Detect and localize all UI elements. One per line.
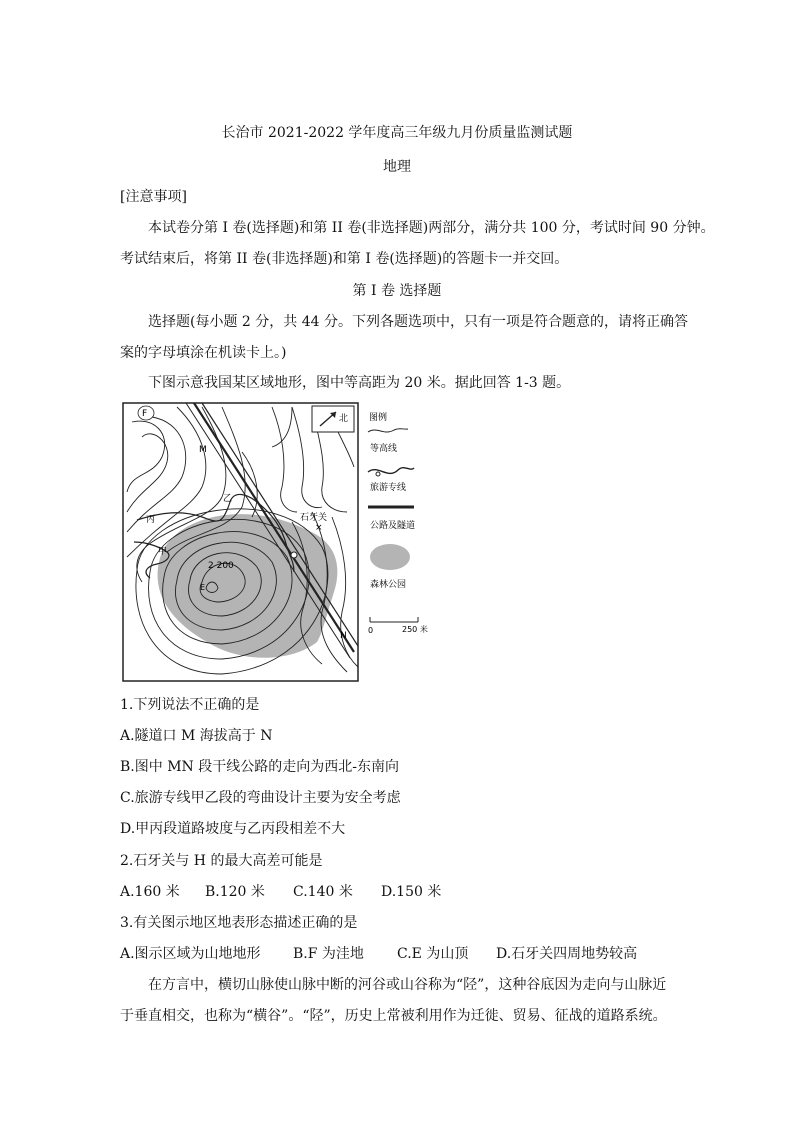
legend-tour-road: 旅游专线 xyxy=(370,483,407,493)
label-shiyaguan: 石牙关 xyxy=(300,513,328,523)
scale-bar xyxy=(370,617,418,622)
road-junction xyxy=(291,552,297,558)
subject-title: 地理 xyxy=(383,159,411,175)
legend-tour-road-symbol xyxy=(368,468,414,474)
section-instruction-1: 选择题(每小题 2 分，共 44 分。下列各题选项中，只有一项是符合题意的，请将正确答 xyxy=(148,314,688,330)
map-legend xyxy=(368,411,428,635)
north-label: 北 xyxy=(339,414,349,424)
question-2-option-c: C.140 米 xyxy=(293,884,353,900)
notice-heading: [注意事项] xyxy=(120,189,187,205)
question-3-option-a: A.图示区域为山地地形 xyxy=(120,946,261,962)
question-3-option-b: B.F 为洼地 xyxy=(293,946,364,962)
legend-contour-symbol xyxy=(368,429,408,432)
section-instruction-2: 案的字母填涂在机读卡上。) xyxy=(120,345,287,361)
scale-length: 250 米 xyxy=(402,625,428,634)
question-1-option-a: A.隧道口 M 海拔高于 N xyxy=(120,728,273,744)
legend-highway: 公路及隧道 xyxy=(370,521,416,531)
label-bing: 丙 xyxy=(146,515,156,525)
notice-line-2: 考试结束后，将第 II 卷(非选择题)和第 I 卷(选择题)的答题卡一并交回。 xyxy=(120,251,569,267)
label-yi: 乙 xyxy=(223,494,233,504)
map-prompt: 下图示意我国某区域地形，图中等高距为 20 米。据此回答 1-3 题。 xyxy=(148,375,571,391)
label-elevation: 2 200 xyxy=(208,561,234,571)
question-1-stem: 1.下列说法不正确的是 xyxy=(120,697,260,713)
question-2-option-d: D.150 米 xyxy=(381,884,442,900)
legend-contour: 等高线 xyxy=(370,444,398,454)
question-3-option-d: D.石牙关四周地势较高 xyxy=(496,946,638,962)
scale-zero: 0 xyxy=(368,626,374,635)
question-1-option-d: D.甲丙段道路坡度与乙丙段相差不大 xyxy=(120,821,346,837)
label-jia: 甲 xyxy=(158,547,168,557)
shiyaguan-marker: × xyxy=(315,523,323,533)
legend-forest-symbol xyxy=(370,544,410,570)
exam-title: 长治市 2021-2022 学年度高三年级九月份质量监测试题 xyxy=(221,125,573,141)
label-M: M xyxy=(199,445,207,455)
question-1-option-c: C.旅游专线甲乙段的弯曲设计主要为安全考虑 xyxy=(120,790,401,806)
section-title: 第 I 卷 选择题 xyxy=(352,283,442,299)
notice-line-1: 本试卷分第 I 卷(选择题)和第 II 卷(非选择题)两部分，满分共 100 分，考试时间 90 分钟。 xyxy=(148,220,715,236)
label-F: F xyxy=(142,409,148,419)
passage-line-2: 于垂直相交，也称为“横谷”。“陉”，历史上常被利用作为迁徙、贸易、征战的道路系统。 xyxy=(120,1008,667,1024)
question-1-option-b: B.图中 MN 段干线公路的走向为西北-东南向 xyxy=(120,759,399,775)
question-2-option-b: B.120 米 xyxy=(205,884,265,900)
passage-line-1: 在方言中，横切山脉使山脉中断的河谷或山谷称为“陉”，这种谷底因为走向与山脉近 xyxy=(148,977,667,993)
topographic-map-figure xyxy=(122,402,442,682)
question-3-stem: 3.有关图示地区地表形态描述正确的是 xyxy=(120,915,358,931)
question-2-option-a: A.160 米 xyxy=(120,884,180,900)
question-2-stem: 2.石牙关与 H 的最大高差可能是 xyxy=(120,853,323,869)
legend-title: 图例 xyxy=(369,413,388,423)
label-E: E xyxy=(200,583,206,592)
topographic-map xyxy=(122,402,442,682)
question-3-option-c: C.E 为山顶 xyxy=(397,946,469,962)
legend-forest: 森林公园 xyxy=(370,580,407,590)
label-N: N xyxy=(340,631,347,641)
